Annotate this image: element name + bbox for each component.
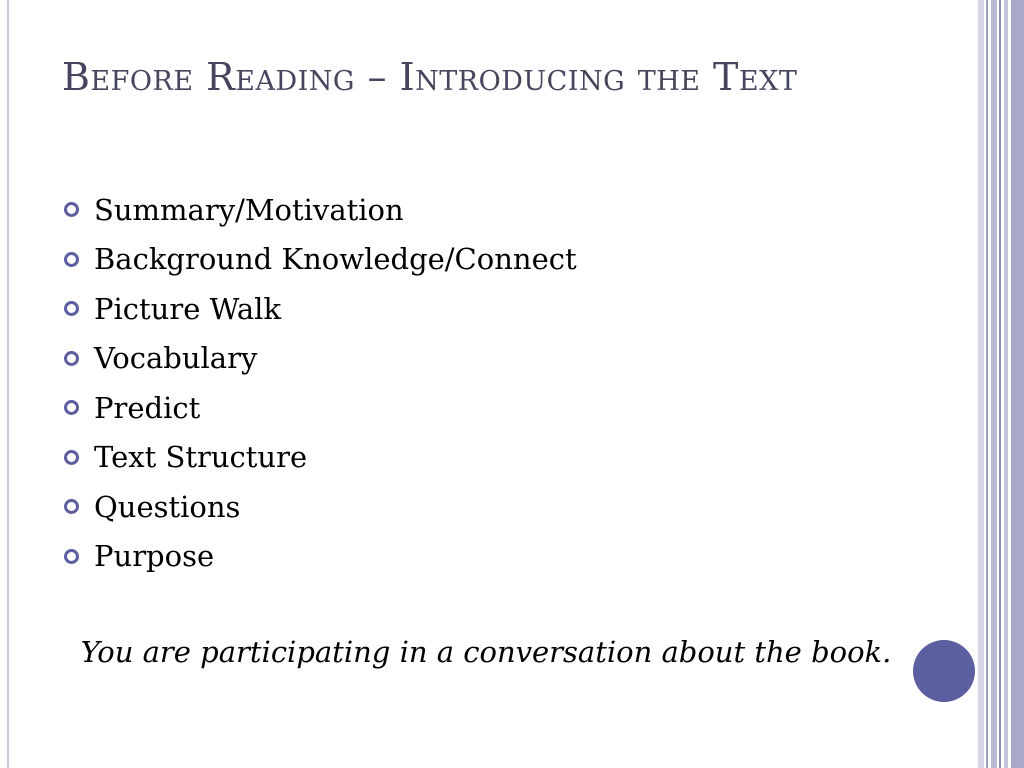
- list-item: [62, 334, 577, 384]
- hollow-circle-bullet-icon: [64, 301, 79, 316]
- bullet-text: Predict: [94, 390, 201, 425]
- bullet-text: Purpose: [94, 539, 215, 574]
- closing-note: You are participating in a conversation about the book.: [80, 635, 892, 669]
- right-stripe: [1004, 0, 1008, 768]
- list-item: [62, 532, 577, 582]
- bullet-text: Summary/Motivation: [94, 192, 404, 227]
- hollow-circle-bullet-icon: [64, 450, 79, 465]
- right-stripe: [1011, 0, 1024, 768]
- filled-circle-decoration: [913, 640, 975, 702]
- bullet-text: Background Knowledge/Connect: [94, 242, 577, 277]
- hollow-circle-bullet-icon: [64, 351, 79, 366]
- right-stripe: [999, 0, 1001, 768]
- list-item: [62, 433, 577, 483]
- list-item: [62, 185, 577, 235]
- bullet-text: Vocabulary: [94, 341, 258, 376]
- list-item: [62, 482, 577, 532]
- slide-title: Before Reading – Introducing the Text: [62, 55, 798, 99]
- hollow-circle-bullet-icon: [64, 400, 79, 415]
- bullet-text: Text Structure: [94, 440, 308, 475]
- hollow-circle-bullet-icon: [64, 549, 79, 564]
- bullet-list: [62, 185, 577, 581]
- hollow-circle-bullet-icon: [64, 499, 79, 514]
- right-stripe: [978, 0, 984, 768]
- list-item: [62, 235, 577, 285]
- bullet-text: Picture Walk: [94, 291, 282, 326]
- bullet-text: Questions: [94, 489, 241, 524]
- left-border-line: [7, 0, 9, 768]
- right-stripe: [991, 0, 997, 768]
- hollow-circle-bullet-icon: [64, 252, 79, 267]
- list-item: [62, 284, 577, 334]
- list-item: [62, 383, 577, 433]
- right-stripe: [986, 0, 988, 768]
- hollow-circle-bullet-icon: [64, 202, 79, 217]
